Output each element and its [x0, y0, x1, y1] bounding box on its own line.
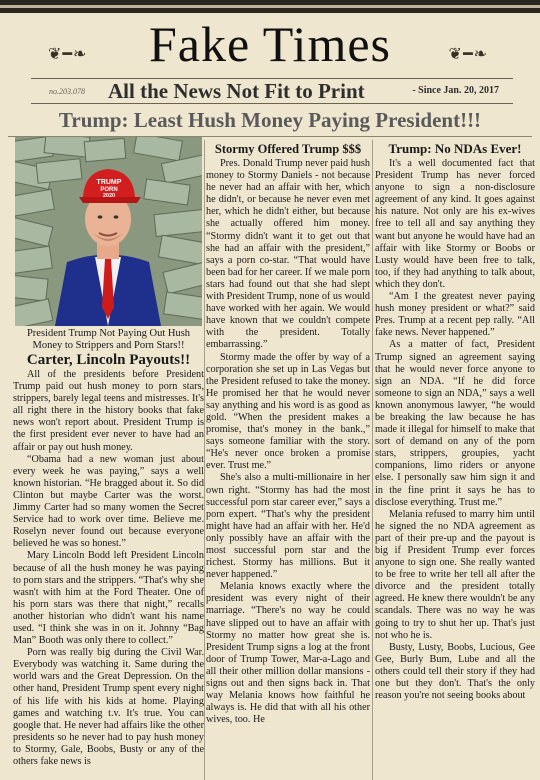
- article-stormy: [206, 141, 370, 726]
- article-paragraph: Stormy made the offer by way of a corporation she set up in Las Vegas but the President refused to take the money. He promised her that he would never say anything and his word is as good as gold. “When the president makes a promise, that's money in the bank.,” says someone familiar with the story. “He's never once broken a promise ever. Trust me.”: [206, 351, 370, 472]
- article-paragraph: It's a well documented fact that President Trump has never forced anyone to sign a non-disclosure agreement of any kind. It goes against his nature. Not only are his ex-wives free to tell all and say anything they want but anyone he would have had an affair with like Stormy or Boobs or Lusty would have been free to talk, too, if they had anything to talk about, which they don't.: [375, 158, 535, 290]
- article-carter-lincoln: [13, 352, 204, 768]
- right-ornament-icon: ❦━❧: [448, 46, 488, 63]
- trump-photo: [15, 137, 202, 326]
- article-paragraph: “Am I the greatest never paying hush money president or what?” said Pres. Trump at a recent pep rally. “All fake news. Never happened.”: [375, 291, 535, 339]
- tagline-bar: [31, 78, 513, 104]
- article-paragraph: Pres. Donald Trump never paid hush money to Stormy Daniels - not because he never had an affair with her, which he didn't, or because he never even met her, which he didn't either, but because she actually offered him money. “Stormy didn't want it to get out that she had an affair with the president,” says a porn co-star. “That would have been bad for her career. If we male porn stars had found out that she had slept with President Trump, none of us would have worked with her again. We would have known that we couldn't compete with the president. Totally embarrassing.”: [206, 158, 370, 351]
- photo-illustration: [15, 137, 202, 326]
- issue-number: no.203.078: [49, 87, 85, 96]
- article-paragraph: “Obama had a new woman just about every week he was paying,” says a well known historian. “He bragged about it. So did Clinton but maybe Carter was the worst. Jimmy Carter had so many women the Secret Service had to work over time. Believe me. Roselyn never found out because everyone believed he was so honest.”: [13, 453, 204, 550]
- article-no-ndas: [375, 141, 535, 702]
- photo-caption: President Trump Not Paying Out Hush Money to Strippers and Porn Stars!!: [26, 328, 191, 351]
- article-paragraph: She's also a multi-millionaire in her own right. “Stormy has had the most successful porn star career ever,” says a porn expert. “That's why the president might have had an affair with her. He'd only possibly have an affair with the most successful porn star and the richest. Stormy has millions. But it never happened.”: [206, 472, 370, 581]
- article-paragraph: Mary Lincoln Bodd left President Lincoln because of all the hush money he was paying to porn stars and the strippers. “That's why she wasn't with him at the Ford Theater. One of his porn stars was there that night,” recalls another historian who didn't want his name used. “I think she was in on it. Johnny “Bag Man” Booth was only there to collect.”: [13, 550, 204, 647]
- tagline: All the News Not Fit to Print: [108, 79, 365, 103]
- article-heading: Stormy Offered Trump $$$: [214, 142, 362, 156]
- article-paragraph: All of the presidents before President Trump paid out hush money to porn stars, strippers, barely legal teens and mistresses. It's all right there in the history books that fake news won't report about. President Trump is the first president ever never to have had an affair or pay out hush money.: [13, 369, 204, 453]
- masthead: [0, 14, 540, 74]
- article-paragraph: Busty, Lusty, Boobs, Lucious, Gee Gee, Burly Bum, Lube and all the others could tell their story if they had one but they don't. That's the only reason you're not seeing books about: [375, 641, 535, 702]
- article-heading: Carter, Lincoln Payouts!!: [26, 352, 191, 368]
- since-date: - Since Jan. 20, 2017: [412, 85, 499, 96]
- article-paragraph: Melania knows exactly where the president was every night of their marriage. “There's no way he could have slipped out to have an affair with Stormy no matter how great she is. President Trump signs a log at the front door of Trump Tower, Mar-a-Lago and all their other million dollar mansions - signs out and then signs back in. That way Melania knows how faithful he always is. He did that with all his other wives, too. He: [206, 581, 370, 726]
- svg-text:2020: 2020: [102, 193, 116, 199]
- main-headline: Trump: Least Hush Money Paying President!!!: [58, 108, 482, 132]
- top-border-band: [0, 0, 540, 13]
- article-paragraph: Porn was really big during the Civil War. Everybody was watching it. Same during the world wars and the Great Depression. On the other hand, President Trump spent every night of his life with his kids at home. Playing games and watching t.v. It's true. You can google that. He never had affairs like the other presidents so he never had to pay hush money to Stormy, Gale, Boobs, Busty or any of the others fake news is: [13, 647, 204, 767]
- article-heading: Trump: No NDAs Ever!: [388, 141, 522, 156]
- column-divider: [372, 140, 373, 780]
- left-ornament-icon: ❦━❧: [48, 46, 88, 63]
- article-paragraph: Melania refused to marry him until he signed the no NDA agreement as part of their pre-up and the payout is big if President Trump ever forces anyone to sign one. She really wanted to be free to write her tell all after the divorce and the president totally agreed. He knew there wouldn't be any scandals. There was no way he was going to try to shut her up. That's just not who he is.: [375, 508, 535, 641]
- column-divider: [204, 140, 205, 780]
- svg-text:PORN: PORN: [100, 187, 118, 193]
- newspaper-title: Fake Times: [148, 16, 391, 72]
- svg-text:TRUMP: TRUMP: [96, 179, 122, 186]
- article-paragraph: As a matter of fact, President Trump signed an agreement saying that he would never force anyone to sign an NDA. “If he did force someone to sign an NDA,” says a well known anonymous lawyer, “he would be breaking the law because he has made it illegal for himself to make that sort of demand on any of the porn stars, strippers, groupies, yacht companions, limo riders or anyone else. I personally saw him sign it and in the fine print it says he has to disclose everything. Trust me.”: [375, 339, 535, 508]
